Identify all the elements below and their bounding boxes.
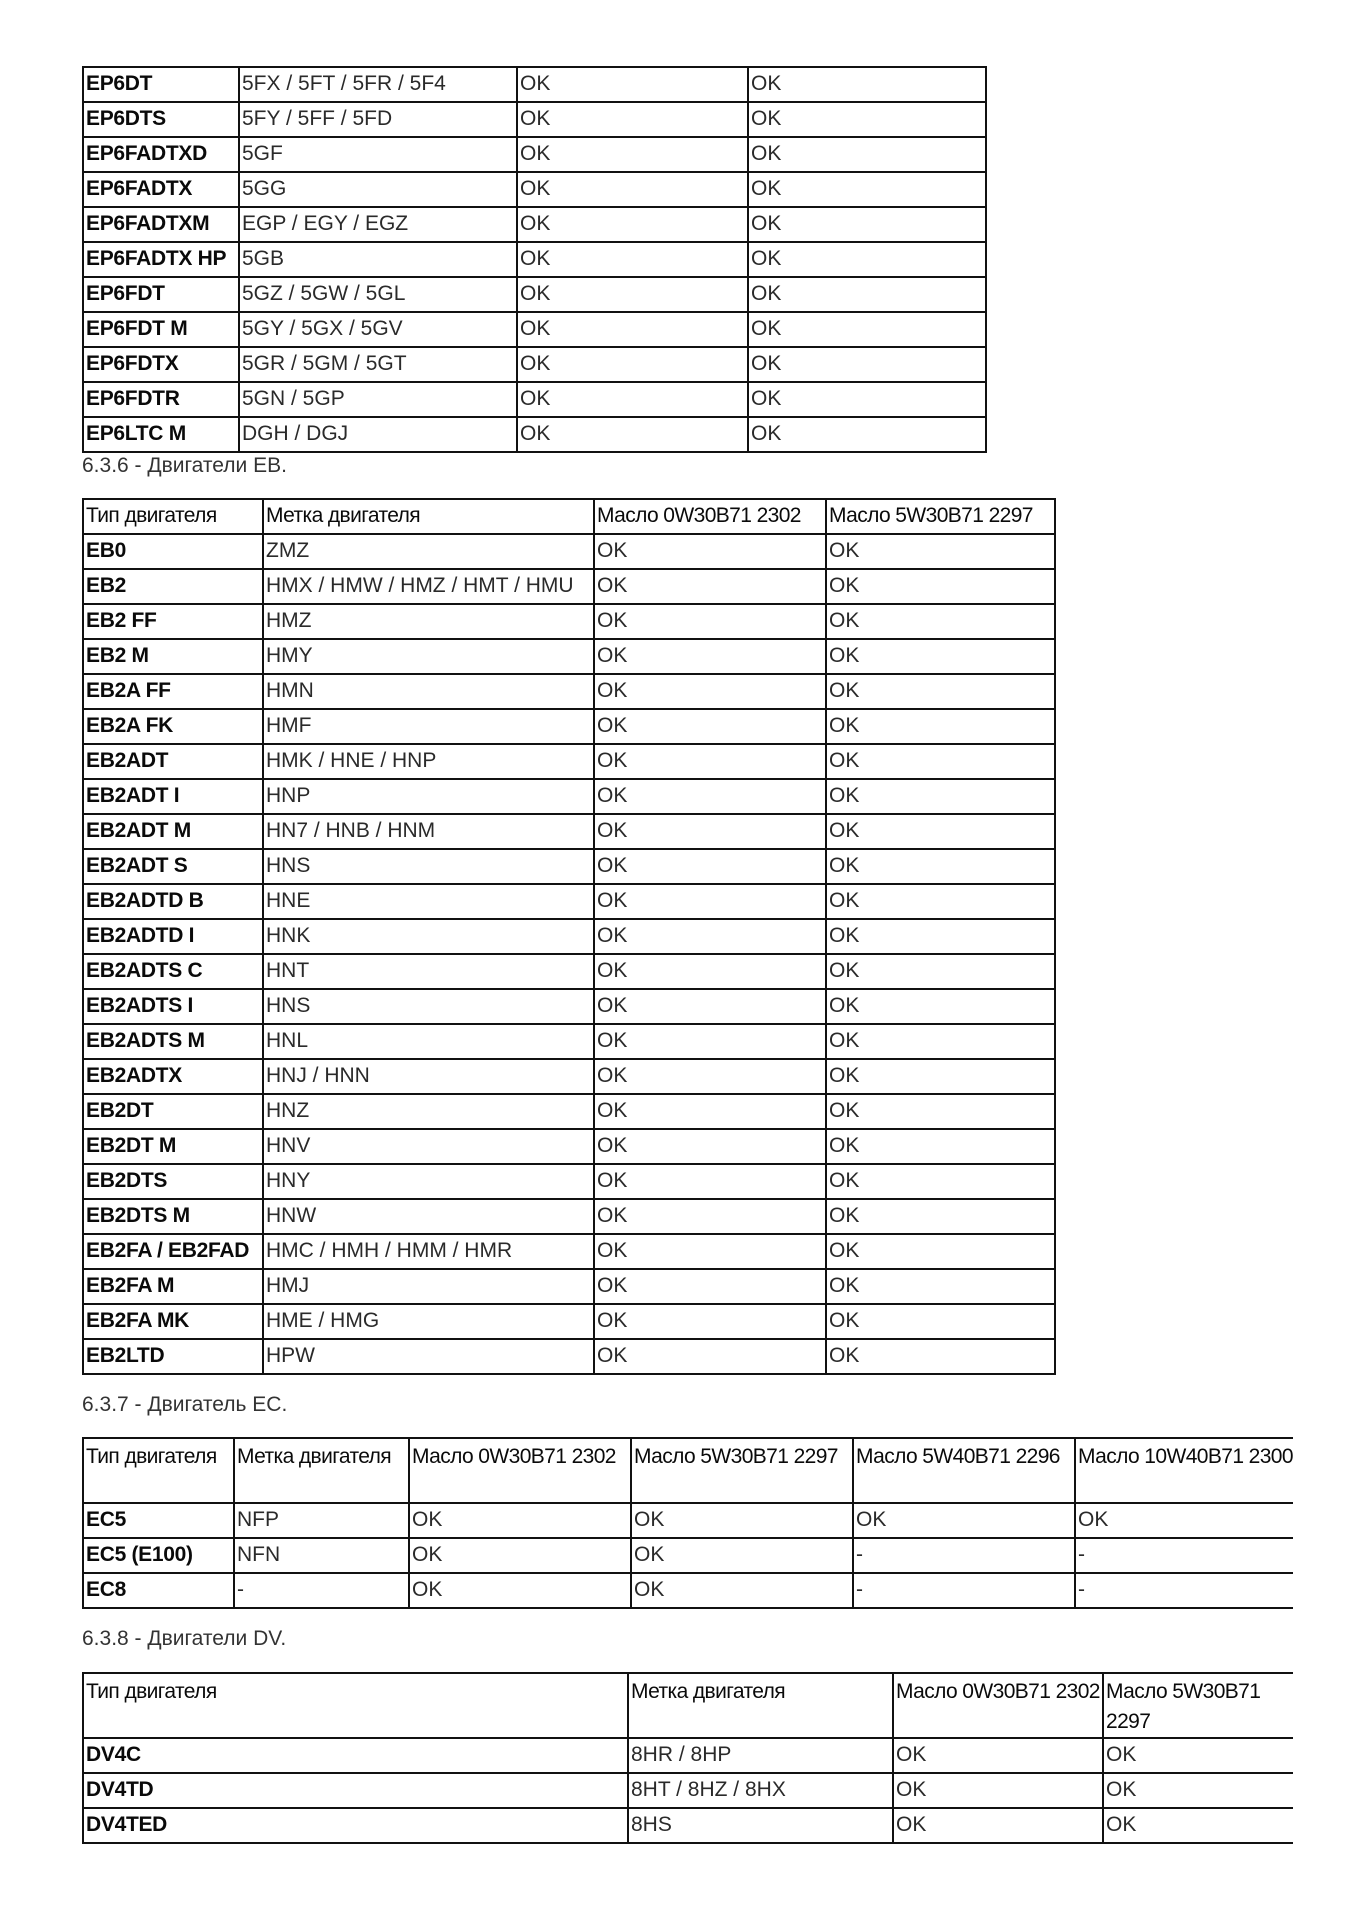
engine-code-cell: HMJ bbox=[263, 1269, 594, 1304]
oil-compat-cell: OK bbox=[826, 534, 1055, 569]
oil-compat-cell: OK bbox=[517, 277, 748, 312]
engine-type-cell: EB2LTD bbox=[83, 1339, 263, 1374]
oil-compat-cell: OK bbox=[594, 1304, 826, 1339]
table-row bbox=[83, 137, 986, 172]
oil-compat-cell: OK bbox=[1103, 1738, 1293, 1773]
oil-compat-cell: OK bbox=[594, 569, 826, 604]
engine-type-cell: EB2 FF bbox=[83, 604, 263, 639]
table-row bbox=[83, 1234, 1055, 1269]
table-header-row bbox=[83, 1673, 1293, 1738]
oil-compat-cell: OK bbox=[594, 709, 826, 744]
oil-compat-cell: OK bbox=[826, 744, 1055, 779]
engine-type-cell: EB2ADT S bbox=[83, 849, 263, 884]
engine-type-cell: DV4TED bbox=[83, 1808, 628, 1843]
oil-compat-cell: OK bbox=[517, 67, 748, 102]
table-row bbox=[83, 744, 1055, 779]
engine-type-cell: EB2DT M bbox=[83, 1129, 263, 1164]
engine-code-cell: HMY bbox=[263, 639, 594, 674]
oil-compat-cell: OK bbox=[826, 989, 1055, 1024]
column-header: Метка двигателя bbox=[263, 499, 594, 534]
engine-type-cell: EB2ADTS C bbox=[83, 954, 263, 989]
ec-table-body bbox=[83, 1438, 1293, 1608]
section-heading-ec: 6.3.7 - Двигатель EC. bbox=[82, 1393, 288, 1416]
table-row bbox=[83, 1339, 1055, 1374]
engine-type-cell: DV4C bbox=[83, 1738, 628, 1773]
engine-type-cell: EB2A FK bbox=[83, 709, 263, 744]
column-header: Масло 5W30B71 2297 bbox=[1103, 1673, 1293, 1738]
engine-code-cell: DGH / DGJ bbox=[239, 417, 517, 452]
oil-compat-cell: OK bbox=[826, 1199, 1055, 1234]
engine-code-cell: 5GR / 5GM / 5GT bbox=[239, 347, 517, 382]
engine-type-cell: EB2DT bbox=[83, 1094, 263, 1129]
table-row bbox=[83, 919, 1055, 954]
oil-compat-cell: OK bbox=[1103, 1808, 1293, 1843]
engine-type-cell: EB0 bbox=[83, 534, 263, 569]
engine-code-cell: EGP / EGY / EGZ bbox=[239, 207, 517, 242]
engine-type-cell: EB2ADTD I bbox=[83, 919, 263, 954]
engine-code-cell: HNZ bbox=[263, 1094, 594, 1129]
engine-type-cell: EP6FADTXD bbox=[83, 137, 239, 172]
oil-compat-cell: OK bbox=[517, 207, 748, 242]
column-header: Метка двигателя bbox=[628, 1673, 893, 1738]
oil-compat-cell: OK bbox=[594, 884, 826, 919]
dv-table-body bbox=[83, 1673, 1293, 1843]
oil-compat-cell: - bbox=[1075, 1538, 1293, 1573]
oil-compat-cell: OK bbox=[517, 382, 748, 417]
oil-compat-cell: OK bbox=[594, 989, 826, 1024]
engine-type-cell: EP6FADTX bbox=[83, 172, 239, 207]
oil-compat-cell: OK bbox=[517, 312, 748, 347]
engine-type-cell: EP6FDTR bbox=[83, 382, 239, 417]
engine-code-cell: HMZ bbox=[263, 604, 594, 639]
column-header: Масло 5W40B71 2296 bbox=[853, 1438, 1075, 1503]
oil-compat-cell: OK bbox=[631, 1573, 853, 1608]
column-header: Тип двигателя bbox=[83, 1673, 628, 1738]
section-heading-eb: 6.3.6 - Двигатели EB. bbox=[82, 454, 287, 477]
column-header: Масло 0W30B71 2302 bbox=[594, 499, 826, 534]
oil-compat-cell: OK bbox=[594, 779, 826, 814]
engine-code-cell: HNS bbox=[263, 989, 594, 1024]
engine-type-cell: EB2ADT I bbox=[83, 779, 263, 814]
oil-compat-cell: OK bbox=[594, 1339, 826, 1374]
oil-compat-cell: OK bbox=[826, 1129, 1055, 1164]
engine-code-cell: 8HR / 8HP bbox=[628, 1738, 893, 1773]
oil-compat-cell: OK bbox=[853, 1503, 1075, 1538]
oil-compat-cell: OK bbox=[594, 1199, 826, 1234]
engine-code-cell: 8HT / 8HZ / 8HX bbox=[628, 1773, 893, 1808]
table-row bbox=[83, 1503, 1293, 1538]
table-row bbox=[83, 814, 1055, 849]
engine-code-cell: HMC / HMH / HMM / HMR bbox=[263, 1234, 594, 1269]
engine-code-cell: 5FY / 5FF / 5FD bbox=[239, 102, 517, 137]
engine-code-cell: 5GB bbox=[239, 242, 517, 277]
table-row bbox=[83, 102, 986, 137]
oil-compat-cell: OK bbox=[893, 1773, 1103, 1808]
engine-code-cell: NFN bbox=[234, 1538, 409, 1573]
engine-type-cell: EB2FA M bbox=[83, 1269, 263, 1304]
table-row bbox=[83, 277, 986, 312]
table-row bbox=[83, 674, 1055, 709]
table-row bbox=[83, 1269, 1055, 1304]
engine-code-cell: HNL bbox=[263, 1024, 594, 1059]
engine-code-cell: HPW bbox=[263, 1339, 594, 1374]
oil-compat-cell: OK bbox=[826, 604, 1055, 639]
column-header: Масло 10W40B71 2300 bbox=[1075, 1438, 1293, 1503]
oil-compat-cell: OK bbox=[594, 534, 826, 569]
engine-type-cell: EB2FA MK bbox=[83, 1304, 263, 1339]
engine-code-cell: HN7 / HNB / HNM bbox=[263, 814, 594, 849]
engine-code-cell: HNT bbox=[263, 954, 594, 989]
table-row bbox=[83, 1199, 1055, 1234]
engine-code-cell: HMK / HNE / HNP bbox=[263, 744, 594, 779]
ec-engines-table bbox=[82, 1437, 1293, 1609]
table-header-row bbox=[83, 499, 1055, 534]
engine-code-cell: NFP bbox=[234, 1503, 409, 1538]
ep-engines-table bbox=[82, 66, 987, 453]
table-row bbox=[83, 347, 986, 382]
oil-compat-cell: OK bbox=[748, 207, 986, 242]
oil-compat-cell: OK bbox=[594, 954, 826, 989]
engine-type-cell: EB2ADTX bbox=[83, 1059, 263, 1094]
table-row bbox=[83, 1538, 1293, 1573]
oil-compat-cell: OK bbox=[409, 1503, 631, 1538]
oil-compat-cell: OK bbox=[826, 709, 1055, 744]
engine-code-cell: - bbox=[234, 1573, 409, 1608]
oil-compat-cell: OK bbox=[517, 242, 748, 277]
engine-type-cell: EC5 (E100) bbox=[83, 1538, 234, 1573]
oil-compat-cell: OK bbox=[826, 814, 1055, 849]
table-row bbox=[83, 884, 1055, 919]
engine-code-cell: 5GG bbox=[239, 172, 517, 207]
column-header: Метка двигателя bbox=[234, 1438, 409, 1503]
table-row bbox=[83, 639, 1055, 674]
table-row bbox=[83, 1094, 1055, 1129]
oil-compat-cell: OK bbox=[826, 1304, 1055, 1339]
oil-compat-cell: OK bbox=[594, 1094, 826, 1129]
oil-compat-cell: OK bbox=[594, 744, 826, 779]
oil-compat-cell: OK bbox=[594, 604, 826, 639]
oil-compat-cell: OK bbox=[826, 849, 1055, 884]
oil-compat-cell: OK bbox=[748, 242, 986, 277]
oil-compat-cell: OK bbox=[594, 1164, 826, 1199]
oil-compat-cell: OK bbox=[748, 417, 986, 452]
section-heading-dv: 6.3.8 - Двигатели DV. bbox=[82, 1627, 287, 1650]
engine-type-cell: DV4TD bbox=[83, 1773, 628, 1808]
oil-compat-cell: OK bbox=[826, 639, 1055, 674]
oil-compat-cell: OK bbox=[594, 1269, 826, 1304]
oil-compat-cell: OK bbox=[748, 277, 986, 312]
oil-compat-cell: OK bbox=[517, 102, 748, 137]
engine-type-cell: EP6FADTX HP bbox=[83, 242, 239, 277]
engine-code-cell: HNK bbox=[263, 919, 594, 954]
oil-compat-cell: OK bbox=[631, 1503, 853, 1538]
table-row bbox=[83, 312, 986, 347]
engine-type-cell: EB2DTS M bbox=[83, 1199, 263, 1234]
engine-code-cell: HMX / HMW / HMZ / HMT / HMU bbox=[263, 569, 594, 604]
engine-type-cell: EB2ADTS I bbox=[83, 989, 263, 1024]
engine-type-cell: EB2 M bbox=[83, 639, 263, 674]
table-row bbox=[83, 1059, 1055, 1094]
engine-type-cell: EC5 bbox=[83, 1503, 234, 1538]
table-header-row bbox=[83, 1438, 1293, 1503]
engine-type-cell: EP6FADTXM bbox=[83, 207, 239, 242]
oil-compat-cell: OK bbox=[826, 779, 1055, 814]
oil-compat-cell: OK bbox=[517, 417, 748, 452]
oil-compat-cell: OK bbox=[826, 1234, 1055, 1269]
engine-code-cell: HMN bbox=[263, 674, 594, 709]
engine-code-cell: HMF bbox=[263, 709, 594, 744]
table-row bbox=[83, 417, 986, 452]
engine-type-cell: EC8 bbox=[83, 1573, 234, 1608]
oil-compat-cell: - bbox=[853, 1573, 1075, 1608]
engine-type-cell: EP6DT bbox=[83, 67, 239, 102]
table-row bbox=[83, 242, 986, 277]
engine-type-cell: EP6LTC M bbox=[83, 417, 239, 452]
ep-table-body bbox=[83, 67, 986, 452]
oil-compat-cell: OK bbox=[748, 137, 986, 172]
table-row bbox=[83, 382, 986, 417]
engine-type-cell: EB2A FF bbox=[83, 674, 263, 709]
oil-compat-cell: OK bbox=[893, 1738, 1103, 1773]
engine-code-cell: 5GF bbox=[239, 137, 517, 172]
column-header: Масло 0W30B71 2302 bbox=[409, 1438, 631, 1503]
oil-compat-cell: OK bbox=[826, 1164, 1055, 1199]
oil-compat-cell: OK bbox=[826, 884, 1055, 919]
oil-compat-cell: OK bbox=[594, 1129, 826, 1164]
oil-compat-cell: OK bbox=[893, 1808, 1103, 1843]
oil-compat-cell: OK bbox=[409, 1573, 631, 1608]
oil-compat-cell: OK bbox=[517, 347, 748, 382]
oil-compat-cell: OK bbox=[826, 1094, 1055, 1129]
engine-code-cell: HNJ / HNN bbox=[263, 1059, 594, 1094]
engine-code-cell: HNE bbox=[263, 884, 594, 919]
engine-type-cell: EB2ADTD B bbox=[83, 884, 263, 919]
eb-engines-table bbox=[82, 498, 1056, 1375]
oil-compat-cell: OK bbox=[631, 1538, 853, 1573]
table-row bbox=[83, 569, 1055, 604]
engine-code-cell: HME / HMG bbox=[263, 1304, 594, 1339]
engine-type-cell: EB2ADTS M bbox=[83, 1024, 263, 1059]
oil-compat-cell: - bbox=[853, 1538, 1075, 1573]
oil-compat-cell: OK bbox=[594, 674, 826, 709]
column-header: Масло 0W30B71 2302 bbox=[893, 1673, 1103, 1738]
table-row bbox=[83, 207, 986, 242]
table-row bbox=[83, 1773, 1293, 1808]
oil-compat-cell: OK bbox=[826, 954, 1055, 989]
oil-compat-cell: OK bbox=[748, 382, 986, 417]
column-header: Тип двигателя bbox=[83, 499, 263, 534]
table-row bbox=[83, 1808, 1293, 1843]
engine-type-cell: EP6FDT M bbox=[83, 312, 239, 347]
oil-compat-cell: OK bbox=[594, 1234, 826, 1269]
engine-code-cell: HNV bbox=[263, 1129, 594, 1164]
oil-compat-cell: OK bbox=[517, 137, 748, 172]
table-row bbox=[83, 1164, 1055, 1199]
engine-code-cell: 8HS bbox=[628, 1808, 893, 1843]
engine-code-cell: ZMZ bbox=[263, 534, 594, 569]
oil-compat-cell: OK bbox=[1075, 1503, 1293, 1538]
oil-compat-cell: OK bbox=[826, 569, 1055, 604]
table-row bbox=[83, 954, 1055, 989]
oil-compat-cell: OK bbox=[1103, 1773, 1293, 1808]
table-row bbox=[83, 849, 1055, 884]
engine-type-cell: EB2FA / EB2FAD bbox=[83, 1234, 263, 1269]
oil-compat-cell: OK bbox=[748, 172, 986, 207]
oil-compat-cell: OK bbox=[594, 919, 826, 954]
engine-code-cell: 5GY / 5GX / 5GV bbox=[239, 312, 517, 347]
engine-code-cell: 5GN / 5GP bbox=[239, 382, 517, 417]
oil-compat-cell: OK bbox=[594, 1059, 826, 1094]
oil-compat-cell: OK bbox=[826, 1269, 1055, 1304]
engine-type-cell: EP6DTS bbox=[83, 102, 239, 137]
table-row bbox=[83, 1738, 1293, 1773]
engine-type-cell: EB2ADT bbox=[83, 744, 263, 779]
table-row bbox=[83, 989, 1055, 1024]
table-row bbox=[83, 67, 986, 102]
engine-code-cell: 5GZ / 5GW / 5GL bbox=[239, 277, 517, 312]
oil-compat-cell: OK bbox=[748, 67, 986, 102]
engine-type-cell: EB2ADT M bbox=[83, 814, 263, 849]
oil-compat-cell: OK bbox=[826, 674, 1055, 709]
dv-engines-table bbox=[82, 1672, 1293, 1844]
column-header: Масло 5W30B71 2297 bbox=[631, 1438, 853, 1503]
engine-code-cell: HNS bbox=[263, 849, 594, 884]
engine-code-cell: 5FX / 5FT / 5FR / 5F4 bbox=[239, 67, 517, 102]
engine-type-cell: EP6FDT bbox=[83, 277, 239, 312]
oil-compat-cell: OK bbox=[748, 347, 986, 382]
oil-compat-cell: OK bbox=[594, 1024, 826, 1059]
engine-type-cell: EB2DTS bbox=[83, 1164, 263, 1199]
oil-compat-cell: OK bbox=[748, 102, 986, 137]
table-row bbox=[83, 709, 1055, 744]
oil-compat-cell: OK bbox=[826, 1339, 1055, 1374]
table-row bbox=[83, 779, 1055, 814]
table-row bbox=[83, 604, 1055, 639]
table-row bbox=[83, 534, 1055, 569]
table-row bbox=[83, 172, 986, 207]
oil-compat-cell: OK bbox=[826, 919, 1055, 954]
oil-compat-cell: OK bbox=[594, 639, 826, 674]
oil-compat-cell: OK bbox=[748, 312, 986, 347]
oil-compat-cell: OK bbox=[594, 849, 826, 884]
oil-compat-cell: OK bbox=[517, 172, 748, 207]
table-row bbox=[83, 1573, 1293, 1608]
table-row bbox=[83, 1024, 1055, 1059]
engine-code-cell: HNW bbox=[263, 1199, 594, 1234]
engine-type-cell: EB2 bbox=[83, 569, 263, 604]
oil-compat-cell: OK bbox=[826, 1024, 1055, 1059]
oil-compat-cell: - bbox=[1075, 1573, 1293, 1608]
column-header: Тип двигателя bbox=[83, 1438, 234, 1503]
table-row bbox=[83, 1304, 1055, 1339]
engine-type-cell: EP6FDTX bbox=[83, 347, 239, 382]
column-header: Масло 5W30B71 2297 bbox=[826, 499, 1055, 534]
oil-compat-cell: OK bbox=[594, 814, 826, 849]
engine-code-cell: HNY bbox=[263, 1164, 594, 1199]
eb-table-body bbox=[83, 499, 1055, 1374]
table-row bbox=[83, 1129, 1055, 1164]
oil-compat-cell: OK bbox=[826, 1059, 1055, 1094]
engine-code-cell: HNP bbox=[263, 779, 594, 814]
oil-compat-cell: OK bbox=[409, 1538, 631, 1573]
